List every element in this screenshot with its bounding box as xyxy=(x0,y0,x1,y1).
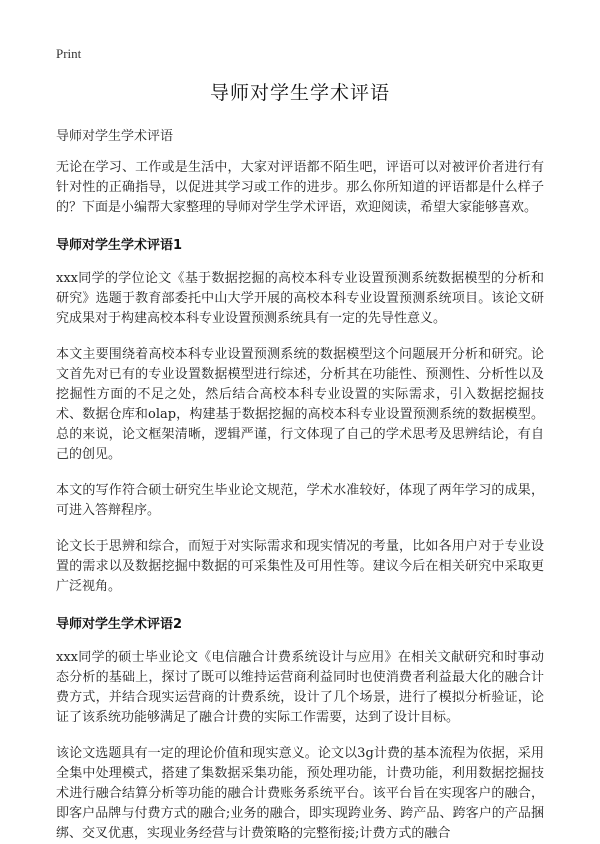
section-2-paragraph: xxx同学的硕士毕业论文《电信融合计费系统设计与应用》在相关文献研究和时事动态分析的基础上，探讨了既可以维持运营商利益同时也使消费者利益最大化的融合计费方式，并结合现实运营商的计费系统，设计了几个场景，进行了模拟分析验证，论证了该系统功能够满足了融合计费的实际工作需要，达到了设计目标。 xyxy=(56,650,544,725)
print-link[interactable]: Print xyxy=(56,46,82,61)
section-1-paragraph: 论文长于思辨和综合，而短于对实际需求和现实情况的考量，比如各用户对于专业设置的需求以及数据挖掘中数据的可采集性及可用性等。建议今后在相关研究中采取更广泛视角。 xyxy=(56,539,544,594)
section-heading-2: 导师对学生学术评语2 xyxy=(56,617,183,632)
page-title: 导师对学生学术评语 xyxy=(209,82,390,104)
section-1-paragraph: xxx同学的学位论文《基于数据挖掘的高校本科专业设置预测系统数据模型的分析和研究》选题于教育部委托中山大学开展的高校本科专业设置预测系统项目。该论文研究成果对于构建高校本科专业设置预测系统具有一定的先导性意义。 xyxy=(56,271,544,326)
section-2-paragraph: 该论文选题具有一定的理论价值和现实意义。论文以3g计费的基本流程为依据，采用全集中处理模式，搭建了集数据采集功能，预处理功能，计费功能，利用数据挖掘技术进行融合结算分析等功能的融合计费账务系统平台。该平台旨在实现客户的融合，即客户品牌与付费方式的融合;业务的融合，即实现跨业务、跨产品、跨客户的产品捆绑、交叉优惠，实现业务经营与计费策略的完整衔接;计费方式的融合 xyxy=(56,746,544,841)
section-heading-1: 导师对学生学术评语1 xyxy=(56,238,183,253)
section-1-paragraph: 本文的写作符合硕士研究生毕业论文规范，学术水准较好，体现了两年学习的成果，可进入答辩程序。 xyxy=(56,483,544,518)
section-1-paragraph: 本文主要围绕着高校本科专业设置预测系统的数据模型这个问题展开分析和研究。论文首先对已有的专业设置数据模型进行综述，分析其在功能性、预测性、分析性以及挖掘性方面的不足之处，然后结合高校本科专业设置的实际需求，引入数据挖掘技术、数据仓库和olap，构建基于数据挖掘的高校本科专业设置预测系统的数据模型。总的来说，论文框架清晰，逻辑严谨，行文体现了自己的学术思考及思辨结论，有自己的创见。 xyxy=(56,347,544,462)
document-subtitle: 导师对学生学术评语 xyxy=(56,129,174,144)
intro-paragraph: 无论在学习、工作或是生活中，大家对评语都不陌生吧，评语可以对被评价者进行有针对性的正确指导，以促进其学习或工作的进步。那么你所知道的评语都是什么样子的？下面是小编帮大家整理的导师对学生学术评语，欢迎阅读，希望大家能够喜欢。 xyxy=(56,160,544,215)
